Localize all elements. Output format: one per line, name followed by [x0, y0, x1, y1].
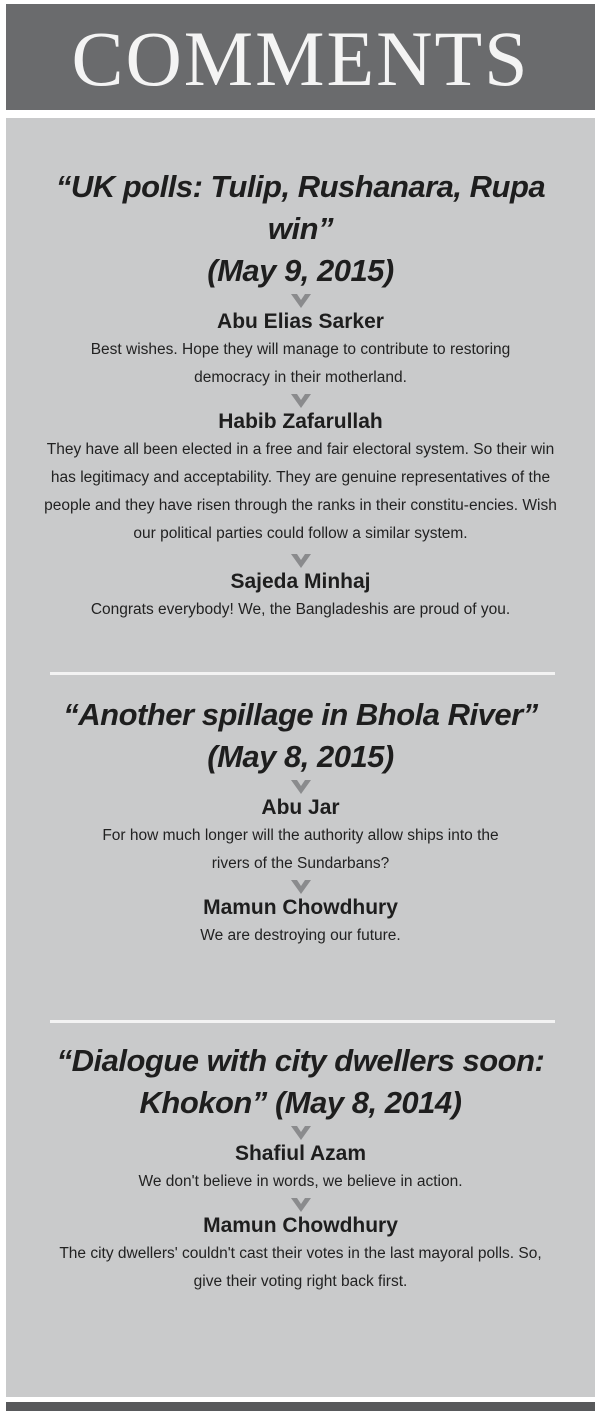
- comment-text: We don't believe in words, we believe in action.: [138, 1173, 463, 1190]
- footer-bar: [6, 1402, 595, 1411]
- commenter-name: Abu Jar: [261, 796, 340, 819]
- chevron-down-icon: [291, 1198, 311, 1212]
- commenter-name: Abu Elias Sarker: [217, 310, 384, 333]
- article-date: Khokon” (May 8, 2014): [139, 1085, 462, 1120]
- commenter-name: Mamun Chowdhury: [203, 896, 398, 919]
- chevron-down-icon: [291, 294, 311, 308]
- article-headline: “UK polls: Tulip, Rushanara, Rupa win”: [55, 169, 546, 246]
- chevron-down-icon: [291, 880, 311, 894]
- article-section: [6, 166, 595, 624]
- article-date: (May 9, 2015): [207, 253, 394, 288]
- article-section: [6, 694, 595, 950]
- article-date: (May 8, 2015): [207, 739, 394, 774]
- comment-text: We are destroying our future.: [200, 927, 401, 944]
- comment-text: Congrats everybody! We, the Bangladeshis are proud of you.: [90, 601, 511, 618]
- comment-text: The city dwellers' couldn't cast their votes in the last mayoral polls. So, give their voting right back first.: [59, 1245, 542, 1290]
- chevron-down-icon: [291, 780, 311, 794]
- chevron-down-icon: [291, 1126, 311, 1140]
- comment-text: They have all been elected in a free and fair electoral system. So their win has legitimacy and acceptability. They are genuine representatives of the people and they have risen through the ranks in their constitu-encies. Wish our political parties could follow a similar system.: [44, 441, 557, 542]
- commenter-name: Sajeda Minhaj: [230, 570, 371, 593]
- article-headline: “Dialogue with city dwellers soon:: [56, 1043, 545, 1078]
- chevron-down-icon: [291, 554, 311, 568]
- section-divider: [50, 1020, 555, 1023]
- comment-text: Best wishes. Hope they will manage to contribute to restoring democracy in their motherland.: [90, 341, 511, 386]
- commenter-name: Habib Zafarullah: [218, 410, 383, 433]
- comments-panel: [6, 118, 595, 1397]
- chevron-down-icon: [291, 394, 311, 408]
- article-headline: “Another spillage in Bhola River”: [63, 697, 538, 732]
- commenter-name: Shafiul Azam: [234, 1142, 367, 1165]
- commenter-name: Mamun Chowdhury: [203, 1214, 398, 1237]
- article-section: [6, 1040, 595, 1296]
- comments-header: [6, 4, 595, 110]
- section-divider: [50, 672, 555, 675]
- comment-text: For how much longer will the authority allow ships into the rivers of the Sundarbans?: [102, 827, 499, 872]
- page-title: COMMENTS: [71, 15, 530, 102]
